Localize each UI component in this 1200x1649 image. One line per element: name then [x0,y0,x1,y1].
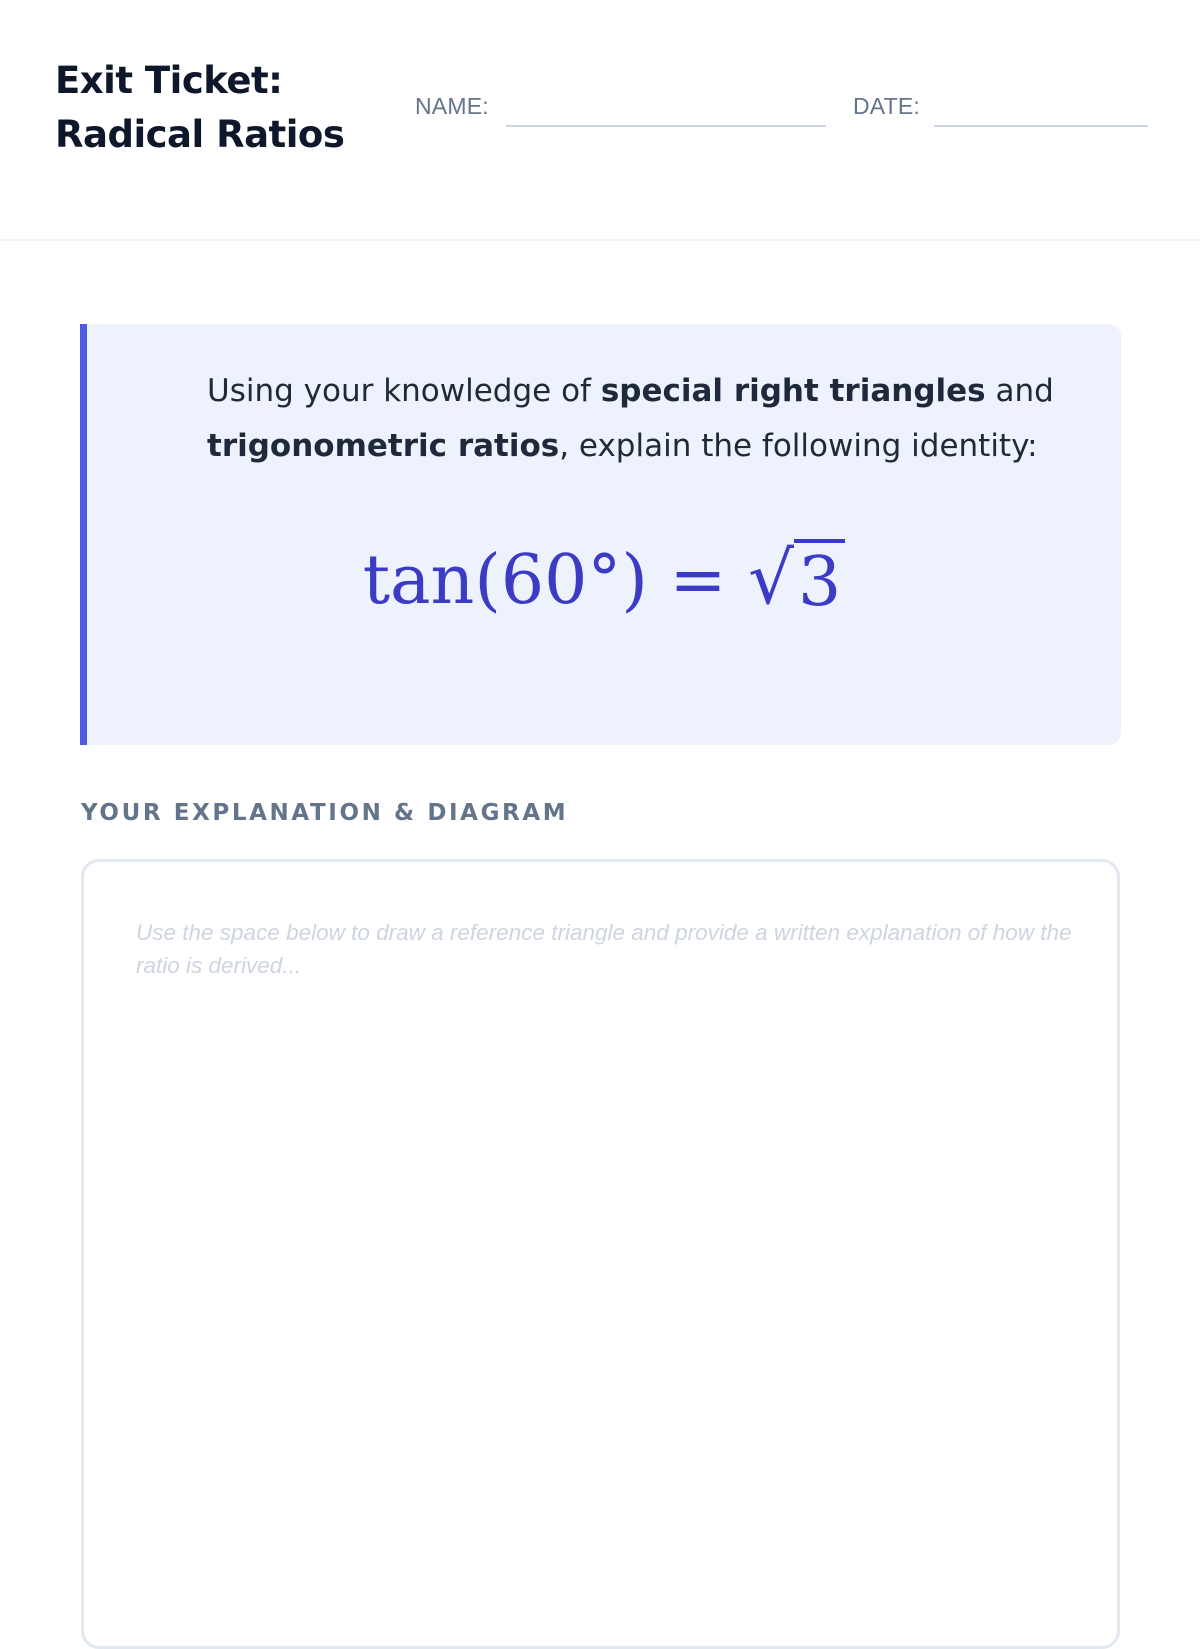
date-field[interactable] [934,125,1148,127]
title-line-2: Radical Ratios [55,113,345,156]
section-label: YOUR EXPLANATION & DIAGRAM [81,800,569,826]
prompt-text-part-2: and [985,373,1054,409]
worksheet-header [0,0,1200,241]
equation [87,536,1121,620]
prompt-card [80,324,1121,745]
page-title [55,54,385,162]
answer-area[interactable] [81,859,1120,1649]
equation-lhs: tan(60°) = [362,541,749,620]
radicand: 3 [794,539,845,621]
prompt-text [207,364,1087,474]
prompt-bold-special-right-triangles: special right triangles [600,373,986,409]
prompt-text-part-3: , explain the following identity: [559,428,1038,464]
explanation-input[interactable] [136,916,1076,1596]
radical-sign: √ [748,536,795,620]
square-root [748,536,845,620]
prompt-bold-trigonometric-ratios: trigonometric ratios [207,428,560,464]
name-label: NAME: [415,93,489,119]
prompt-text-part-1: Using your knowledge of [207,373,601,409]
name-field[interactable] [506,125,826,127]
title-line-1: Exit Ticket: [55,59,283,102]
date-label: DATE: [853,93,921,119]
